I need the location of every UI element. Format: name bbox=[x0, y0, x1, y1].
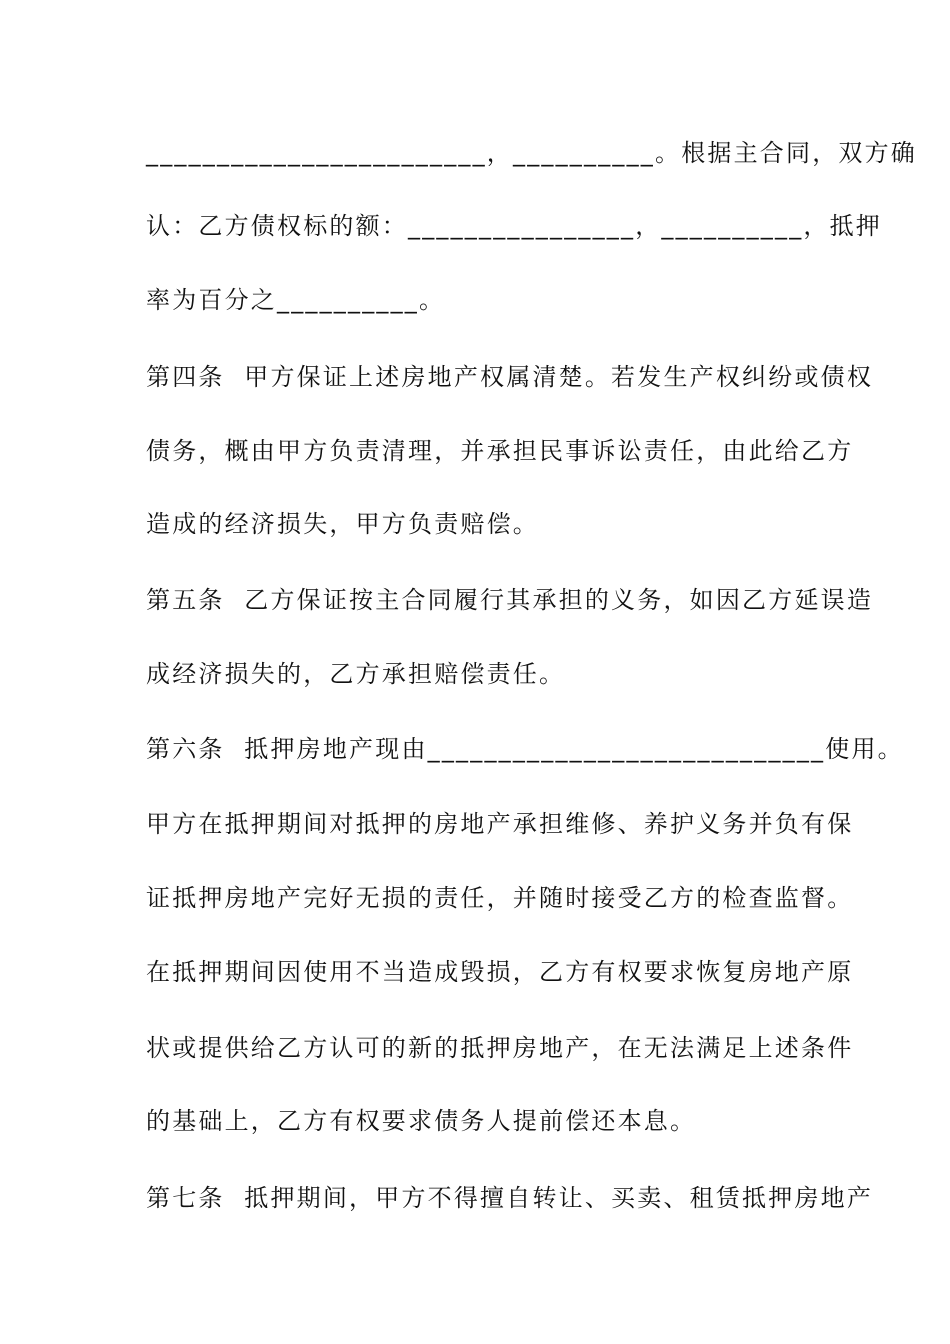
text-line: 认：乙方债权标的额：________________，__________，抵押 bbox=[146, 212, 882, 240]
article-6-text: 第六条 抵押房地产现由____________________________使用。 bbox=[146, 735, 904, 763]
text-line: 状或提供给乙方认可的新的抵押房地产，在无法满足上述条件 bbox=[146, 1034, 854, 1062]
article-4-text: 第四条 甲方保证上述房地产权属清楚。若发生产权纠纷或债权 bbox=[146, 363, 874, 391]
article-7-text: 第七条 抵押期间，甲方不得擅自转让、买卖、租赁抵押房地产 bbox=[146, 1184, 874, 1212]
text-line: 造成的经济损失，甲方负责赔偿。 bbox=[146, 510, 539, 538]
text-line: ________________________，__________。根据主合同，双方确 bbox=[146, 139, 917, 167]
article-5-text: 第五条 乙方保证按主合同履行其承担的义务，如因乙方延误造 bbox=[146, 586, 874, 614]
text-line: 证抵押房地产完好无损的责任，并随时接受乙方的检查监督。 bbox=[146, 884, 854, 912]
text-line: 在抵押期间因使用不当造成毁损，乙方有权要求恢复房地产原 bbox=[146, 958, 854, 986]
text-line: 甲方在抵押期间对抵押的房地产承担维修、养护义务并负有保 bbox=[146, 810, 854, 838]
text-line: 成经济损失的，乙方承担赔偿责任。 bbox=[146, 660, 566, 688]
text-line: 率为百分之__________。 bbox=[146, 286, 446, 314]
text-line: 的基础上，乙方有权要求债务人提前偿还本息。 bbox=[146, 1107, 697, 1135]
text-line: 债务，概由甲方负责清理，并承担民事诉讼责任，由此给乙方 bbox=[146, 437, 854, 465]
